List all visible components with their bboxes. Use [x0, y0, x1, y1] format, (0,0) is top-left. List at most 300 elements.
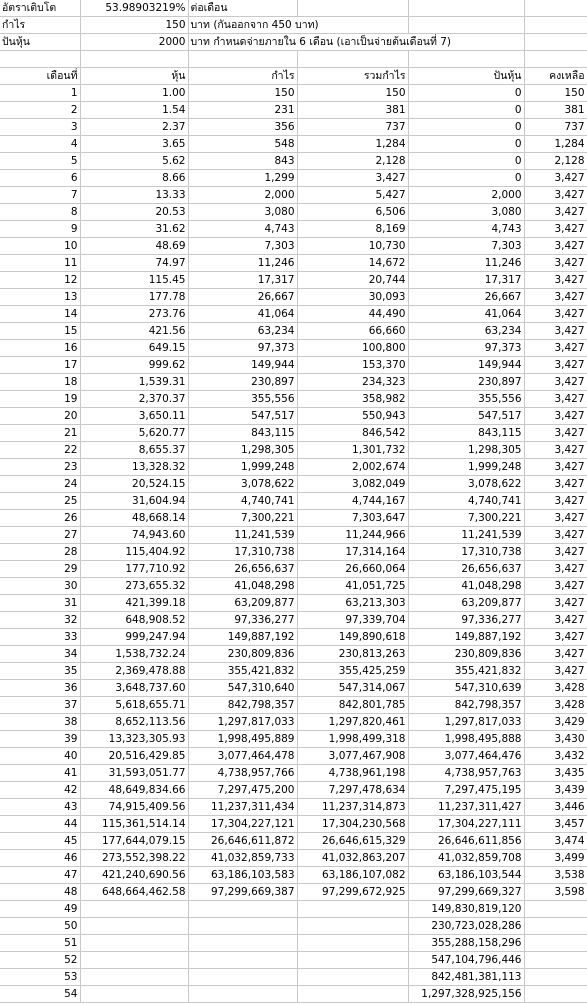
remaining-cell[interactable]: 3,427 — [524, 255, 587, 272]
month-cell[interactable]: 19 — [0, 391, 80, 408]
dividend-cell[interactable]: 843,115 — [408, 425, 524, 442]
dividend-cell[interactable]: 842,481,381,113 — [408, 969, 524, 986]
dividend-cell[interactable]: 11,241,539 — [408, 527, 524, 544]
dividend-cell[interactable]: 63,186,103,544 — [408, 867, 524, 884]
month-cell[interactable]: 8 — [0, 204, 80, 221]
remaining-cell[interactable]: 150 — [524, 85, 587, 102]
month-cell[interactable]: 39 — [0, 731, 80, 748]
dividend-cell[interactable]: 547,310,639 — [408, 680, 524, 697]
total-profit-cell[interactable]: 3,077,467,908 — [297, 748, 408, 765]
shares-cell[interactable]: 999.62 — [80, 357, 188, 374]
remaining-cell[interactable]: 3,457 — [524, 816, 587, 833]
total-profit-cell[interactable]: 66,660 — [297, 323, 408, 340]
profit-cell[interactable]: 3,077,464,478 — [188, 748, 297, 765]
total-profit-cell[interactable]: 11,237,314,873 — [297, 799, 408, 816]
shares-cell[interactable]: 5,618,655.71 — [80, 697, 188, 714]
shares-cell[interactable]: 13,328.32 — [80, 459, 188, 476]
total-profit-cell[interactable] — [297, 969, 408, 986]
total-profit-cell[interactable]: 3,082,049 — [297, 476, 408, 493]
empty-cell[interactable] — [80, 51, 188, 68]
dividend-cell[interactable]: 97,299,669,327 — [408, 884, 524, 901]
shares-cell[interactable]: 31,604.94 — [80, 493, 188, 510]
dividend-cell[interactable]: 7,303 — [408, 238, 524, 255]
shares-cell[interactable] — [80, 952, 188, 969]
total-profit-cell[interactable]: 63,213,303 — [297, 595, 408, 612]
total-profit-cell[interactable]: 846,542 — [297, 425, 408, 442]
shares-cell[interactable]: 20,516,429.85 — [80, 748, 188, 765]
dividend-cell[interactable]: 97,373 — [408, 340, 524, 357]
profit-cell[interactable]: 7,300,221 — [188, 510, 297, 527]
month-cell[interactable]: 16 — [0, 340, 80, 357]
shares-cell[interactable]: 177,710.92 — [80, 561, 188, 578]
dividend-cell[interactable]: 355,288,158,296 — [408, 935, 524, 952]
shares-cell[interactable]: 115,361,514.14 — [80, 816, 188, 833]
remaining-cell[interactable]: 3,435 — [524, 765, 587, 782]
profit-cell[interactable]: 17,317 — [188, 272, 297, 289]
remaining-cell[interactable] — [524, 986, 587, 1003]
shares-cell[interactable]: 999,247.94 — [80, 629, 188, 646]
month-cell[interactable]: 18 — [0, 374, 80, 391]
remaining-cell[interactable]: 3,427 — [524, 442, 587, 459]
total-profit-cell[interactable]: 17,314,164 — [297, 544, 408, 561]
growth-rate-label[interactable]: อัตราเติบโต — [0, 0, 80, 17]
month-cell[interactable]: 34 — [0, 646, 80, 663]
shares-cell[interactable]: 273,552,398.22 — [80, 850, 188, 867]
dividend-cell[interactable]: 842,798,357 — [408, 697, 524, 714]
shares-cell[interactable]: 8,655.37 — [80, 442, 188, 459]
dividend-cell[interactable]: 26,667 — [408, 289, 524, 306]
dividend-cell[interactable]: 26,656,637 — [408, 561, 524, 578]
empty-cell[interactable] — [524, 0, 587, 17]
month-cell[interactable]: 53 — [0, 969, 80, 986]
shares-cell[interactable] — [80, 935, 188, 952]
shares-cell[interactable]: 1,539.31 — [80, 374, 188, 391]
profit-cell[interactable]: 17,304,227,121 — [188, 816, 297, 833]
profit-cell[interactable]: 11,237,311,434 — [188, 799, 297, 816]
profit-cell[interactable]: 3,080 — [188, 204, 297, 221]
dividend-cell[interactable]: 3,078,622 — [408, 476, 524, 493]
profit-cell[interactable]: 843 — [188, 153, 297, 170]
month-cell[interactable]: 51 — [0, 935, 80, 952]
total-profit-cell[interactable]: 153,370 — [297, 357, 408, 374]
dividend-cell[interactable]: 3,077,464,476 — [408, 748, 524, 765]
dividend-cell[interactable]: 149,944 — [408, 357, 524, 374]
month-cell[interactable]: 20 — [0, 408, 80, 425]
dividend-cell[interactable]: 1,998,495,888 — [408, 731, 524, 748]
total-profit-cell[interactable]: 4,738,961,198 — [297, 765, 408, 782]
remaining-cell[interactable]: 3,427 — [524, 663, 587, 680]
month-cell[interactable]: 43 — [0, 799, 80, 816]
remaining-cell[interactable]: 3,429 — [524, 714, 587, 731]
total-profit-cell[interactable]: 17,304,230,568 — [297, 816, 408, 833]
shares-cell[interactable]: 2.37 — [80, 119, 188, 136]
total-profit-cell[interactable] — [297, 935, 408, 952]
total-profit-cell[interactable]: 26,646,615,329 — [297, 833, 408, 850]
shares-cell[interactable]: 177.78 — [80, 289, 188, 306]
profit-cell[interactable] — [188, 986, 297, 1003]
shares-cell[interactable]: 115,404.92 — [80, 544, 188, 561]
remaining-cell[interactable]: 3,427 — [524, 323, 587, 340]
month-cell[interactable]: 5 — [0, 153, 80, 170]
remaining-cell[interactable]: 3,439 — [524, 782, 587, 799]
total-profit-cell[interactable]: 4,744,167 — [297, 493, 408, 510]
profit-cell[interactable]: 355,421,832 — [188, 663, 297, 680]
remaining-cell[interactable]: 3,427 — [524, 391, 587, 408]
profit-cell[interactable]: 1,299 — [188, 170, 297, 187]
remaining-cell[interactable]: 3,427 — [524, 425, 587, 442]
total-profit-cell[interactable]: 2,128 — [297, 153, 408, 170]
month-cell[interactable]: 17 — [0, 357, 80, 374]
remaining-cell[interactable]: 3,427 — [524, 408, 587, 425]
dividend-cell[interactable]: 355,556 — [408, 391, 524, 408]
total-profit-cell[interactable]: 1,301,732 — [297, 442, 408, 459]
total-profit-cell[interactable]: 30,093 — [297, 289, 408, 306]
total-profit-cell[interactable]: 97,339,704 — [297, 612, 408, 629]
dividend-cell[interactable]: 4,738,957,763 — [408, 765, 524, 782]
remaining-cell[interactable]: 3,427 — [524, 544, 587, 561]
empty-cell[interactable] — [408, 51, 524, 68]
dividend-cell[interactable]: 63,234 — [408, 323, 524, 340]
dividend-cell[interactable]: 4,740,741 — [408, 493, 524, 510]
remaining-cell[interactable]: 3,427 — [524, 612, 587, 629]
total-profit-cell[interactable]: 41,032,863,207 — [297, 850, 408, 867]
total-profit-cell[interactable]: 1,998,499,318 — [297, 731, 408, 748]
total-profit-cell[interactable]: 2,002,674 — [297, 459, 408, 476]
dividend-cell[interactable]: 0 — [408, 153, 524, 170]
dividend-cell[interactable]: 355,421,832 — [408, 663, 524, 680]
remaining-cell[interactable]: 3,474 — [524, 833, 587, 850]
total-profit-cell[interactable]: 150 — [297, 85, 408, 102]
month-cell[interactable]: 27 — [0, 527, 80, 544]
profit-cell[interactable]: 230,809,836 — [188, 646, 297, 663]
shares-cell[interactable]: 273,655.32 — [80, 578, 188, 595]
profit-cell[interactable] — [188, 901, 297, 918]
dividend-cell[interactable]: 0 — [408, 119, 524, 136]
profit-cell[interactable]: 63,234 — [188, 323, 297, 340]
dividend-cell[interactable]: 547,104,796,446 — [408, 952, 524, 969]
empty-cell[interactable] — [188, 51, 297, 68]
total-profit-cell[interactable]: 20,744 — [297, 272, 408, 289]
month-cell[interactable]: 3 — [0, 119, 80, 136]
month-cell[interactable]: 15 — [0, 323, 80, 340]
remaining-cell[interactable]: 3,538 — [524, 867, 587, 884]
shares-cell[interactable]: 3,650.11 — [80, 408, 188, 425]
dividend-cell[interactable]: 7,297,475,195 — [408, 782, 524, 799]
dividend-cell[interactable]: 1,298,305 — [408, 442, 524, 459]
remaining-cell[interactable]: 3,446 — [524, 799, 587, 816]
shares-cell[interactable]: 648,664,462.58 — [80, 884, 188, 901]
total-profit-cell[interactable]: 7,303,647 — [297, 510, 408, 527]
total-profit-cell[interactable]: 234,323 — [297, 374, 408, 391]
profit-cell[interactable]: 63,186,103,583 — [188, 867, 297, 884]
remaining-cell[interactable] — [524, 901, 587, 918]
profit-cell[interactable]: 3,078,622 — [188, 476, 297, 493]
remaining-cell[interactable]: 3,427 — [524, 357, 587, 374]
total-profit-cell[interactable]: 8,169 — [297, 221, 408, 238]
month-cell[interactable]: 10 — [0, 238, 80, 255]
profit-cell[interactable]: 149,944 — [188, 357, 297, 374]
shares-cell[interactable]: 177,644,079.15 — [80, 833, 188, 850]
remaining-cell[interactable] — [524, 935, 587, 952]
total-profit-cell[interactable]: 11,244,966 — [297, 527, 408, 544]
remaining-cell[interactable]: 3,427 — [524, 272, 587, 289]
profit-cell[interactable] — [188, 952, 297, 969]
month-cell[interactable]: 24 — [0, 476, 80, 493]
column-header-total-profit[interactable]: รวมกำไร — [297, 68, 408, 85]
dividend-cell[interactable]: 230,809,836 — [408, 646, 524, 663]
total-profit-cell[interactable]: 5,427 — [297, 187, 408, 204]
profit-cell[interactable]: 547,517 — [188, 408, 297, 425]
month-cell[interactable]: 49 — [0, 901, 80, 918]
empty-cell[interactable] — [524, 34, 587, 51]
profit-cell[interactable]: 11,246 — [188, 255, 297, 272]
profit-cell[interactable]: 2,000 — [188, 187, 297, 204]
dividend-cell[interactable]: 230,723,028,286 — [408, 918, 524, 935]
profit-cell[interactable]: 4,738,957,766 — [188, 765, 297, 782]
remaining-cell[interactable] — [524, 918, 587, 935]
month-cell[interactable]: 52 — [0, 952, 80, 969]
profit-cell[interactable]: 1,998,495,889 — [188, 731, 297, 748]
month-cell[interactable]: 50 — [0, 918, 80, 935]
month-cell[interactable]: 54 — [0, 986, 80, 1003]
profit-cell[interactable]: 17,310,738 — [188, 544, 297, 561]
remaining-cell[interactable]: 3,427 — [524, 510, 587, 527]
profit-cell[interactable] — [188, 969, 297, 986]
month-cell[interactable]: 2 — [0, 102, 80, 119]
shares-cell[interactable]: 48,649,834.66 — [80, 782, 188, 799]
shares-cell[interactable]: 48.69 — [80, 238, 188, 255]
total-profit-cell[interactable]: 149,890,618 — [297, 629, 408, 646]
total-profit-cell[interactable]: 381 — [297, 102, 408, 119]
shares-cell[interactable]: 3,648,737.60 — [80, 680, 188, 697]
shares-cell[interactable]: 648,908.52 — [80, 612, 188, 629]
profit-cell[interactable]: 41,032,859,733 — [188, 850, 297, 867]
shares-cell[interactable]: 74,943.60 — [80, 527, 188, 544]
dividend-cell[interactable]: 1,999,248 — [408, 459, 524, 476]
shares-cell[interactable]: 74.97 — [80, 255, 188, 272]
remaining-cell[interactable]: 3,499 — [524, 850, 587, 867]
shares-cell[interactable]: 20,524.15 — [80, 476, 188, 493]
empty-cell[interactable] — [524, 17, 587, 34]
remaining-cell[interactable]: 2,128 — [524, 153, 587, 170]
dividend-cell[interactable]: 17,310,738 — [408, 544, 524, 561]
total-profit-cell[interactable]: 41,051,725 — [297, 578, 408, 595]
remaining-cell[interactable]: 3,427 — [524, 306, 587, 323]
remaining-cell[interactable]: 3,428 — [524, 680, 587, 697]
profit-cell[interactable]: 11,241,539 — [188, 527, 297, 544]
profit-cell[interactable]: 97,336,277 — [188, 612, 297, 629]
profit-cell[interactable]: 7,303 — [188, 238, 297, 255]
shares-cell[interactable]: 5,620.77 — [80, 425, 188, 442]
month-cell[interactable]: 25 — [0, 493, 80, 510]
shares-cell[interactable]: 5.62 — [80, 153, 188, 170]
month-cell[interactable]: 6 — [0, 170, 80, 187]
month-cell[interactable]: 23 — [0, 459, 80, 476]
shares-cell[interactable]: 1.54 — [80, 102, 188, 119]
shares-cell[interactable]: 2,370.37 — [80, 391, 188, 408]
remaining-cell[interactable]: 3,427 — [524, 527, 587, 544]
total-profit-cell[interactable]: 10,730 — [297, 238, 408, 255]
remaining-cell[interactable]: 3,427 — [524, 595, 587, 612]
remaining-cell[interactable]: 3,427 — [524, 561, 587, 578]
shares-cell[interactable] — [80, 969, 188, 986]
profit-cell[interactable]: 149,887,192 — [188, 629, 297, 646]
empty-cell[interactable] — [0, 51, 80, 68]
profit-cell[interactable]: 1,999,248 — [188, 459, 297, 476]
dividend-cell[interactable]: 63,209,877 — [408, 595, 524, 612]
total-profit-cell[interactable]: 97,299,672,925 — [297, 884, 408, 901]
dividend-cell[interactable]: 17,317 — [408, 272, 524, 289]
total-profit-cell[interactable]: 100,800 — [297, 340, 408, 357]
profit-cell[interactable]: 843,115 — [188, 425, 297, 442]
profit-cell[interactable]: 842,798,357 — [188, 697, 297, 714]
growth-rate-value[interactable]: 53.98903219% — [80, 0, 188, 17]
profit-cell[interactable]: 548 — [188, 136, 297, 153]
shares-cell[interactable]: 74,915,409.56 — [80, 799, 188, 816]
shares-cell[interactable]: 421.56 — [80, 323, 188, 340]
column-header-profit[interactable]: กำไร — [188, 68, 297, 85]
empty-cell[interactable] — [408, 0, 524, 17]
total-profit-cell[interactable]: 1,284 — [297, 136, 408, 153]
dividend-unit[interactable]: บาท กำหนดจ่ายภายใน 6 เดือน (เอาเป็นจ่ายต้นเดือนที่ 7) — [188, 34, 524, 51]
remaining-cell[interactable]: 3,427 — [524, 221, 587, 238]
remaining-cell[interactable]: 3,430 — [524, 731, 587, 748]
total-profit-cell[interactable] — [297, 952, 408, 969]
month-cell[interactable]: 14 — [0, 306, 80, 323]
dividend-label[interactable]: ปันหุ้น — [0, 34, 80, 51]
dividend-cell[interactable]: 2,000 — [408, 187, 524, 204]
dividend-cell[interactable]: 11,237,311,427 — [408, 799, 524, 816]
profit-cell[interactable] — [188, 918, 297, 935]
remaining-cell[interactable]: 3,598 — [524, 884, 587, 901]
month-cell[interactable]: 44 — [0, 816, 80, 833]
dividend-cell[interactable]: 230,897 — [408, 374, 524, 391]
shares-cell[interactable]: 31,593,051.77 — [80, 765, 188, 782]
profit-cell[interactable]: 4,740,741 — [188, 493, 297, 510]
profit-cell[interactable]: 97,299,669,387 — [188, 884, 297, 901]
month-cell[interactable]: 47 — [0, 867, 80, 884]
column-header-month[interactable]: เดือนที่ — [0, 68, 80, 85]
month-cell[interactable]: 22 — [0, 442, 80, 459]
remaining-cell[interactable]: 381 — [524, 102, 587, 119]
profit-unit[interactable]: บาท (กันออกจาก 450 บาท) — [188, 17, 408, 34]
dividend-cell[interactable]: 4,743 — [408, 221, 524, 238]
growth-rate-unit[interactable]: ต่อเดือน — [188, 0, 297, 17]
month-cell[interactable]: 36 — [0, 680, 80, 697]
profit-cell[interactable]: 230,897 — [188, 374, 297, 391]
dividend-cell[interactable]: 41,064 — [408, 306, 524, 323]
profit-cell[interactable]: 1,298,305 — [188, 442, 297, 459]
shares-cell[interactable]: 20.53 — [80, 204, 188, 221]
remaining-cell[interactable]: 3,427 — [524, 204, 587, 221]
dividend-cell[interactable]: 7,300,221 — [408, 510, 524, 527]
month-cell[interactable]: 46 — [0, 850, 80, 867]
column-header-remaining[interactable]: คงเหลือ — [524, 68, 587, 85]
month-cell[interactable]: 35 — [0, 663, 80, 680]
shares-cell[interactable]: 421,240,690.56 — [80, 867, 188, 884]
total-profit-cell[interactable]: 7,297,478,634 — [297, 782, 408, 799]
total-profit-cell[interactable]: 842,801,785 — [297, 697, 408, 714]
profit-cell[interactable]: 26,667 — [188, 289, 297, 306]
shares-cell[interactable] — [80, 918, 188, 935]
month-cell[interactable]: 45 — [0, 833, 80, 850]
remaining-cell[interactable] — [524, 952, 587, 969]
total-profit-cell[interactable] — [297, 918, 408, 935]
total-profit-cell[interactable] — [297, 901, 408, 918]
total-profit-cell[interactable]: 3,427 — [297, 170, 408, 187]
profit-cell[interactable]: 7,297,475,200 — [188, 782, 297, 799]
dividend-cell[interactable]: 0 — [408, 102, 524, 119]
profit-cell[interactable]: 355,556 — [188, 391, 297, 408]
profit-cell[interactable]: 41,048,298 — [188, 578, 297, 595]
profit-cell[interactable]: 1,297,817,033 — [188, 714, 297, 731]
dividend-cell[interactable]: 41,032,859,708 — [408, 850, 524, 867]
remaining-cell[interactable]: 3,427 — [524, 289, 587, 306]
dividend-cell[interactable]: 149,830,819,120 — [408, 901, 524, 918]
shares-cell[interactable]: 8,652,113.56 — [80, 714, 188, 731]
profit-cell[interactable]: 63,209,877 — [188, 595, 297, 612]
remaining-cell[interactable]: 3,432 — [524, 748, 587, 765]
remaining-cell[interactable]: 737 — [524, 119, 587, 136]
profit-cell[interactable]: 41,064 — [188, 306, 297, 323]
dividend-cell[interactable]: 26,646,611,856 — [408, 833, 524, 850]
month-cell[interactable]: 42 — [0, 782, 80, 799]
total-profit-cell[interactable]: 63,186,107,082 — [297, 867, 408, 884]
month-cell[interactable]: 37 — [0, 697, 80, 714]
profit-label[interactable]: กำไร — [0, 17, 80, 34]
profit-cell[interactable]: 231 — [188, 102, 297, 119]
dividend-cell[interactable]: 1,297,817,033 — [408, 714, 524, 731]
dividend-cell[interactable]: 41,048,298 — [408, 578, 524, 595]
empty-cell[interactable] — [408, 17, 524, 34]
total-profit-cell[interactable] — [297, 986, 408, 1003]
dividend-cell[interactable]: 11,246 — [408, 255, 524, 272]
month-cell[interactable]: 9 — [0, 221, 80, 238]
dividend-cell[interactable]: 17,304,227,111 — [408, 816, 524, 833]
remaining-cell[interactable]: 3,427 — [524, 646, 587, 663]
empty-cell[interactable] — [524, 51, 587, 68]
remaining-cell[interactable]: 3,427 — [524, 340, 587, 357]
total-profit-cell[interactable]: 355,425,259 — [297, 663, 408, 680]
remaining-cell[interactable]: 3,427 — [524, 374, 587, 391]
shares-cell[interactable]: 649.15 — [80, 340, 188, 357]
total-profit-cell[interactable]: 547,314,067 — [297, 680, 408, 697]
shares-cell[interactable]: 115.45 — [80, 272, 188, 289]
shares-cell[interactable]: 13,323,305.93 — [80, 731, 188, 748]
dividend-cell[interactable]: 0 — [408, 170, 524, 187]
month-cell[interactable]: 7 — [0, 187, 80, 204]
dividend-cell[interactable]: 0 — [408, 136, 524, 153]
dividend-cell[interactable]: 3,080 — [408, 204, 524, 221]
shares-cell[interactable]: 273.76 — [80, 306, 188, 323]
empty-cell[interactable] — [297, 0, 408, 17]
remaining-cell[interactable]: 3,427 — [524, 170, 587, 187]
shares-cell[interactable]: 1,538,732.24 — [80, 646, 188, 663]
profit-value[interactable]: 150 — [80, 17, 188, 34]
profit-cell[interactable]: 26,656,637 — [188, 561, 297, 578]
profit-cell[interactable]: 26,646,611,872 — [188, 833, 297, 850]
total-profit-cell[interactable]: 1,297,820,461 — [297, 714, 408, 731]
month-cell[interactable]: 21 — [0, 425, 80, 442]
shares-cell[interactable]: 421,399.18 — [80, 595, 188, 612]
dividend-cell[interactable]: 547,517 — [408, 408, 524, 425]
total-profit-cell[interactable]: 737 — [297, 119, 408, 136]
month-cell[interactable]: 33 — [0, 629, 80, 646]
month-cell[interactable]: 11 — [0, 255, 80, 272]
profit-cell[interactable]: 356 — [188, 119, 297, 136]
column-header-dividend[interactable]: ปันหุ้น — [408, 68, 524, 85]
remaining-cell[interactable]: 3,427 — [524, 187, 587, 204]
